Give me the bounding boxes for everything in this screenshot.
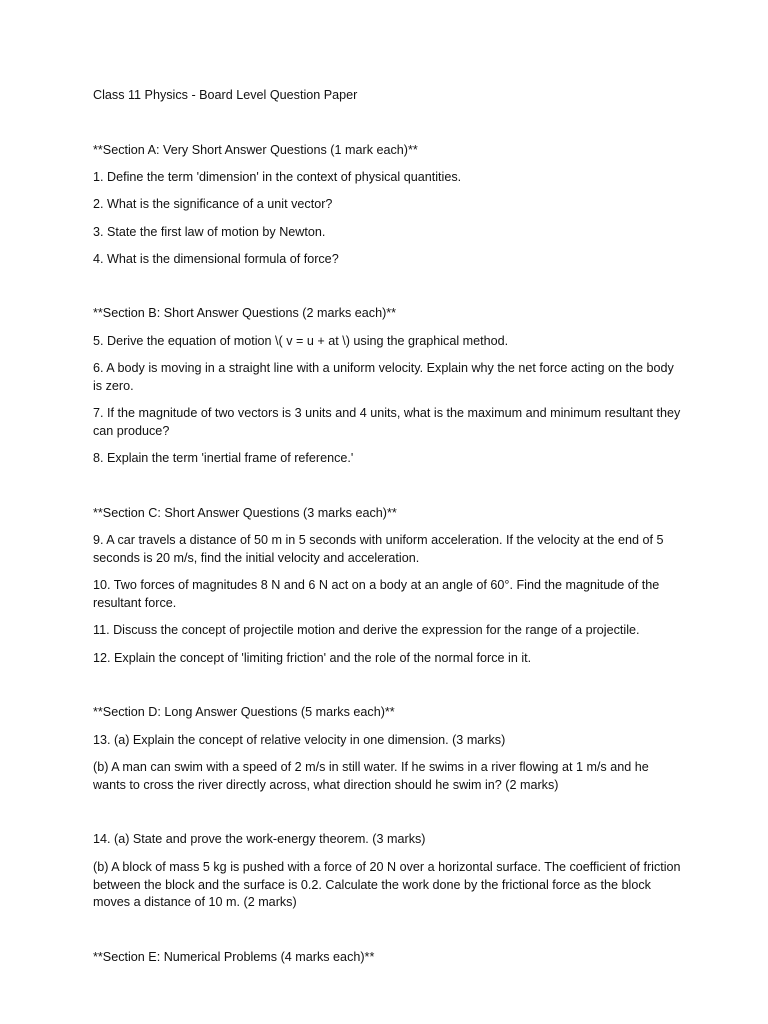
question-4: 4. What is the dimensional formula of force? <box>93 252 339 266</box>
question-11: 11. Discuss the concept of projectile motion and derive the expression for the range of a projectile. <box>93 623 640 637</box>
question-1: 1. Define the term 'dimension' in the context of physical quantities. <box>93 170 462 184</box>
question-12: 12. Explain the concept of 'limiting friction' and the role of the normal force in it. <box>93 651 532 665</box>
question-8: 8. Explain the term 'inertial frame of reference.' <box>93 451 354 465</box>
question-2: 2. What is the significance of a unit vector? <box>93 197 333 211</box>
question-10: 10. Two forces of magnitudes 8 N and 6 N act on a body at an angle of 60°. Find the magnitude of the resultant force. <box>93 578 660 610</box>
section-c-heading: **Section C: Short Answer Questions (3 marks each)** <box>93 506 397 520</box>
question-5: 5. Derive the equation of motion \( v = u + at \) using the graphical method. <box>93 334 509 348</box>
question-14a: 14. (a) State and prove the work-energy theorem. (3 marks) <box>93 832 426 846</box>
section-d-heading: **Section D: Long Answer Questions (5 marks each)** <box>93 705 395 719</box>
section-b-heading: **Section B: Short Answer Questions (2 marks each)** <box>93 306 397 320</box>
question-7: 7. If the magnitude of two vectors is 3 units and 4 units, what is the maximum and minimum resultant they can produce? <box>93 406 681 438</box>
section-e-heading: **Section E: Numerical Problems (4 marks each)** <box>93 950 375 964</box>
question-3: 3. State the first law of motion by Newton. <box>93 225 326 239</box>
question-14b: (b) A block of mass 5 kg is pushed with a force of 20 N over a horizontal surface. The coefficient of friction between the block and the surface is 0.2. Calculate the work done by the frictional force as the block moves a distance of 10 m. (2 marks) <box>93 860 681 909</box>
question-9: 9. A car travels a distance of 50 m in 5 seconds with uniform acceleration. If the velocity at the end of 5 seconds is 20 m/s, find the initial velocity and acceleration. <box>93 533 664 565</box>
section-a-heading: **Section A: Very Short Answer Questions (1 mark each)** <box>93 143 418 157</box>
question-13a: 13. (a) Explain the concept of relative velocity in one dimension. (3 marks) <box>93 733 506 747</box>
page-title: Class 11 Physics - Board Level Question Paper <box>93 88 358 102</box>
question-6: 6. A body is moving in a straight line with a uniform velocity. Explain why the net force acting on the body is zero. <box>93 361 674 393</box>
question-13b: (b) A man can swim with a speed of 2 m/s in still water. If he swims in a river flowing at 1 m/s and he wants to cross the river directly across, what direction should he swim in? (2 marks) <box>93 760 649 792</box>
